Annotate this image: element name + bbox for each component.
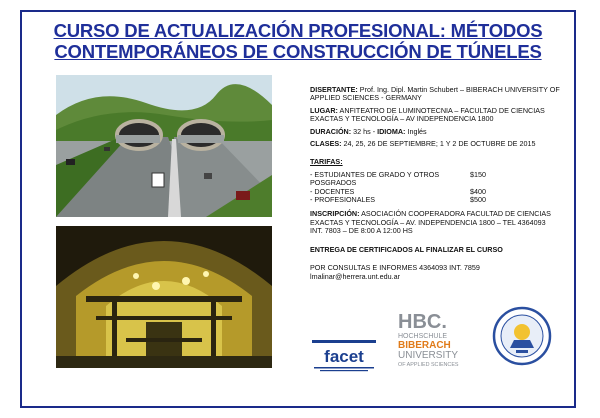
fee-price: $400 [470,186,486,196]
title-line-2: CONTEMPORÁNEOS DE CONSTRUCCIÓN DE TÚNELES [54,41,542,62]
fee-label: - PROFESIONALES [310,195,376,205]
tunnel-construction-photo [56,226,272,368]
duracion-label: DURACIÓN: [310,126,352,136]
certificados: ENTREGA DE CERTIFICADOS AL FINALIZAR EL CURSO [310,244,503,254]
clases-label: CLASES: [310,139,342,149]
hbc-line-4: OF APPLIED SCIENCES [398,362,459,368]
page-title [20,20,576,62]
idioma-value: Inglés [405,126,427,136]
disertante [310,86,560,103]
hbc-line-1: HOCHSCHULE [398,333,448,340]
consultas: POR CONSULTAS E INFORMES 4364093 INT. 7859 [310,263,480,273]
clases-value: 24, 25, 26 DE SEPTIEMBRE; 1 Y 2 DE OCTUBRE DE 2015 [341,139,536,149]
fee-row [310,196,560,204]
duracion-value: 32 hs - [351,126,378,136]
hbc-line-3: UNIVERSITY [398,350,459,361]
email: lmalinar@herrera.unt.edu.ar [310,271,400,281]
lugar [310,107,560,124]
inscripcion-value: ASOCIACIÓN COOPERADORA FACULTAD DE CIENCIAS EXACTAS Y TECNOLOGÍA – AV. INDEPENDENCIA 1800 – TEL 4364093 INT. 7803 – DE 8:00 A 12:00 HS [310,209,551,236]
hbc-wordmark: HBC. [398,311,447,333]
inscripcion [310,210,560,235]
lugar-label: LUGAR: [310,105,338,115]
fee-price: $150 [470,169,486,179]
disertante-value: Prof. Ing. Dipl. Martin Schubert – BIBERACH UNIVERSITY OF APPLIED SCIENCES - GERMANY [310,85,560,103]
hbc-logo [398,310,470,370]
title-line-1: CURSO DE ACTUALIZACIÓN PROFESIONAL: MÉTODOS [53,20,543,41]
disertante-label: DISERTANTE: [310,85,358,94]
tarifas-title: TARIFAS: [310,157,343,167]
fee-price: $500 [470,195,486,205]
fee-row [310,171,560,188]
fee-label: - DOCENTES [310,186,355,196]
university-seal-icon [492,306,552,366]
tarifas-list [310,171,560,205]
facet-wordmark: facet [324,347,364,366]
hbc-line-2: BIBERACH [398,340,451,351]
duracion [310,128,560,136]
clases [310,140,560,148]
fee-label: - ESTUDIANTES DE GRADO Y OTROS POSGRADOS [310,169,440,188]
idioma-label: IDIOMA: [377,126,406,136]
highway-tunnel-photo [56,75,272,217]
inscripcion-label: INSCRIPCIÓN: [310,209,360,219]
lugar-value: ANFITEATRO DE LUMINOTECNIA – FACULTAD DE CIENCIAS EXACTAS Y TECNOLOGÍA – AV INDEPENDENCIA 1800 [310,105,545,124]
course-info [310,86,560,281]
facet-logo [310,338,378,374]
